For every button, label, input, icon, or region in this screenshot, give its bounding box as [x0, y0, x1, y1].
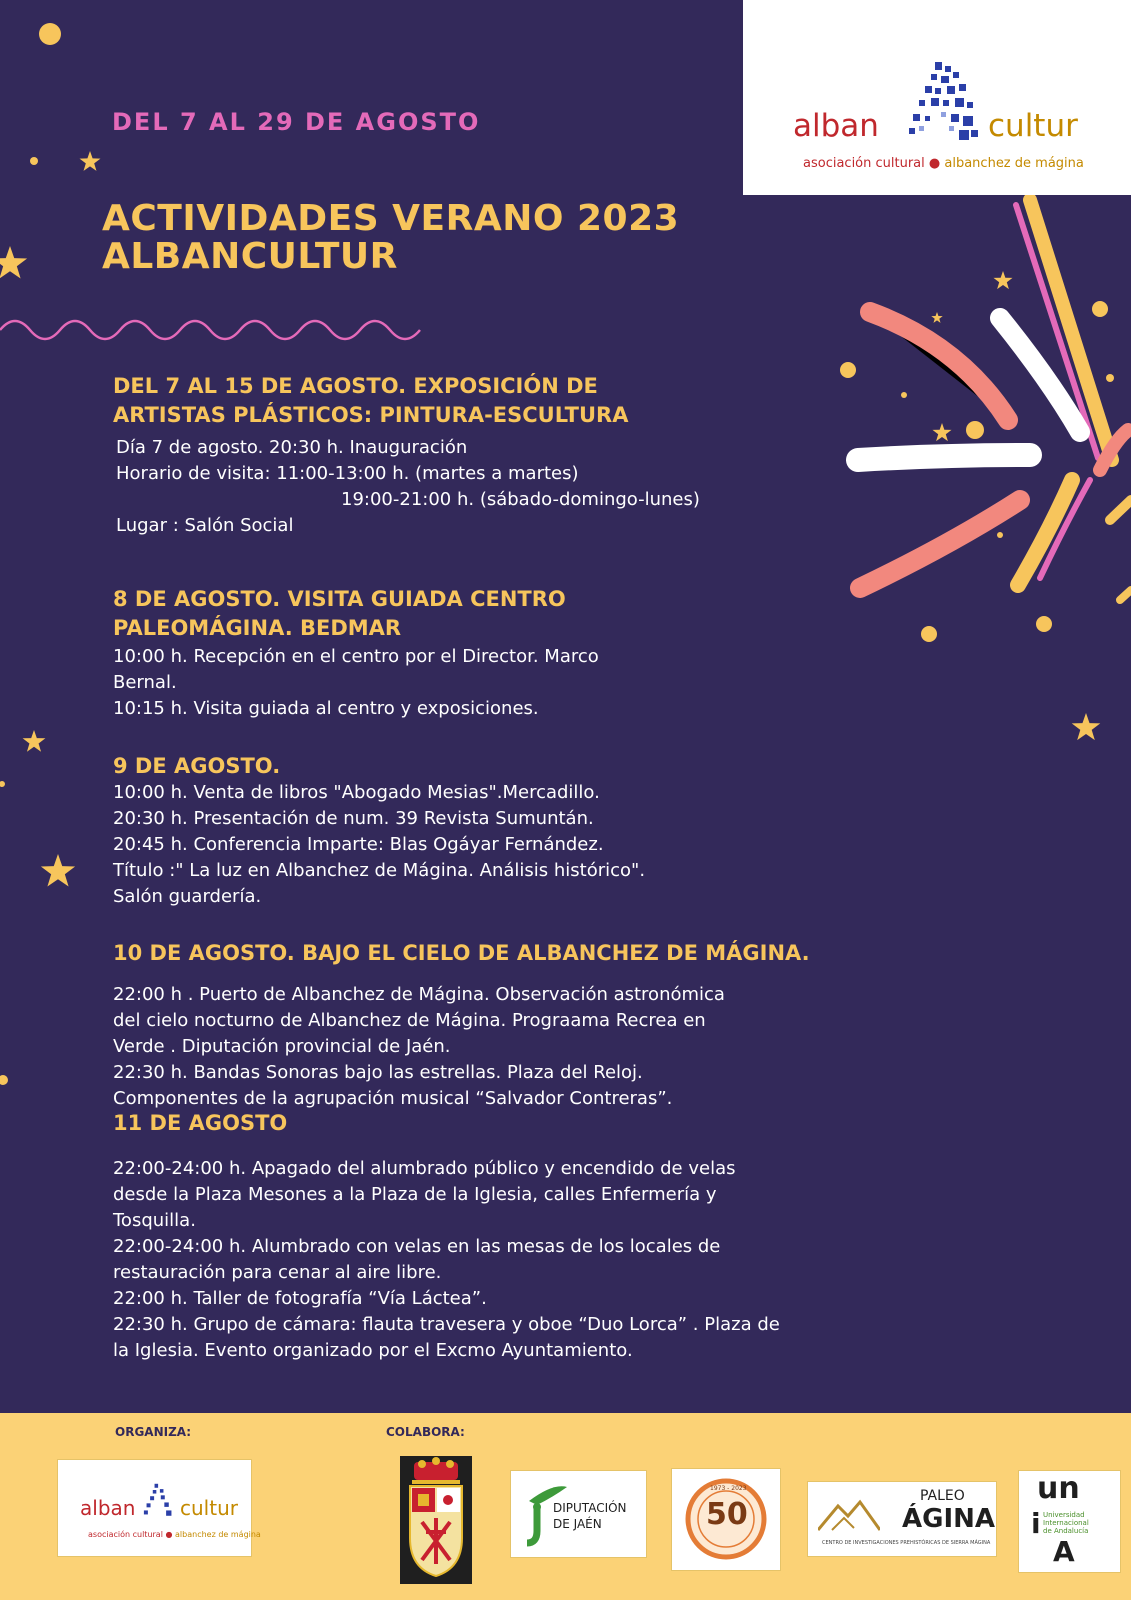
logo-subtitle-left: asociación cultural: [803, 156, 925, 171]
organizer-logo-subtitle: asociación cultural ● albanchez de mágina: [88, 1530, 261, 1539]
section-1-line: 19:00-21:00 h. (sábado-domingo-lunes): [341, 489, 700, 510]
unia-logo: [1018, 1470, 1121, 1573]
section-5-line: 22:00-24:00 h. Alumbrado con velas en las mesas de los locales de: [113, 1236, 721, 1257]
section-1-line: Lugar : Salón Social: [116, 515, 294, 536]
agina-word: ÁGINA: [902, 1504, 996, 1534]
organizer-logo-left: alban: [80, 1496, 136, 1520]
anniversary-logo: [671, 1468, 781, 1571]
section-4-line: 22:00 h . Puerto de Albanchez de Mágina. Observación astronómica: [113, 984, 725, 1005]
unia-un: un: [1037, 1471, 1080, 1506]
castle-logo-icon: [905, 58, 985, 148]
paleo-word: PALEO: [920, 1488, 965, 1504]
unia-name: [1043, 1511, 1089, 1535]
section-3-line: 20:30 h. Presentación de num. 39 Revista Sumuntán.: [113, 808, 594, 829]
section-2-line: Bernal.: [113, 672, 177, 693]
unia-line: Internacional: [1043, 1519, 1089, 1527]
coat-of-arms-icon: [400, 1456, 472, 1584]
anniversary-years: 1973 - 2023: [710, 1485, 747, 1492]
section-title-line: 10 DE AGOSTO. BAJO EL CIELO DE ALBANCHEZ DE MÁGINA.: [113, 941, 810, 965]
section-3-line: Título :" La luz en Albanchez de Mágina. Análisis histórico".: [113, 860, 646, 881]
title-line-2: ALBANCULTUR: [102, 236, 398, 277]
unia-i: i: [1031, 1507, 1041, 1540]
unia-a: A: [1053, 1535, 1075, 1568]
albancultur-logo: [743, 0, 1131, 195]
wavy-line-icon: [0, 321, 420, 339]
organizer-logo-sub-right: albanchez de mágina: [175, 1530, 261, 1539]
logo-subtitle: asociación cultural ● albanchez de mágina: [803, 156, 1084, 171]
organizer-logo: [57, 1459, 261, 1557]
anniversary-number: 50: [706, 1497, 748, 1532]
paleo-subtitle: CENTRO DE INVESTIGACIONES PREHISTÓRICAS DE SIERRA MÁGINA: [822, 1540, 991, 1546]
logo-word-right: cultur: [988, 108, 1078, 144]
section-5-line: Tosquilla.: [113, 1210, 196, 1231]
paleomagina-logo: [807, 1481, 997, 1557]
section-3-line: Salón guardería.: [113, 886, 262, 907]
section-3-line: 10:00 h. Venta de libros "Abogado Mesias".Mercadillo.: [113, 782, 600, 803]
firework-burst-icon: [858, 200, 1131, 600]
section-2-line: 10:00 h. Recepción en el centro por el Director. Marco: [113, 646, 599, 667]
diputacion-line-1: DIPUTACIÓN: [553, 1501, 627, 1515]
date-range: DEL 7 AL 29 DE AGOSTO: [112, 108, 481, 136]
section-5-line: 22:00-24:00 h. Apagado del alumbrado público y encendido de velas: [113, 1158, 736, 1179]
section-5-title: [113, 1109, 287, 1138]
section-4-title: [113, 939, 810, 968]
sponsors-footer: [0, 1413, 1131, 1600]
section-5-line: la Iglesia. Evento organizado por el Excmo Ayuntamiento.: [113, 1340, 633, 1361]
section-4-line: 22:30 h. Bandas Sonoras bajo las estrellas. Plaza del Reloj.: [113, 1062, 643, 1083]
section-title-line: 8 DE AGOSTO. VISITA GUIADA CENTRO: [113, 587, 566, 611]
section-2-line: 10:15 h. Visita guiada al centro y exposiciones.: [113, 698, 539, 719]
section-5-line: restauración para cenar al aire libre.: [113, 1262, 442, 1283]
page-title: [102, 200, 679, 276]
unia-line: de Andalucía: [1043, 1527, 1089, 1535]
section-5-line: 22:00 h. Taller de fotografía “Vía Láctea”.: [113, 1288, 487, 1309]
organizer-logo-right: cultur: [180, 1496, 238, 1520]
section-3-line: 20:45 h. Conferencia Imparte: Blas Ogáyar Fernández.: [113, 834, 604, 855]
section-1-line: Horario de visita: 11:00-13:00 h. (martes a martes): [116, 463, 579, 484]
mountain-icon: [818, 1498, 880, 1534]
section-title-line: ARTISTAS PLÁSTICOS: PINTURA-ESCULTURA: [113, 403, 629, 427]
section-4-line: Componentes de la agrupación musical “Salvador Contreras”.: [113, 1088, 673, 1109]
section-title-line: DEL 7 AL 15 DE AGOSTO. EXPOSICIÓN DE: [113, 374, 598, 398]
title-line-1: ACTIVIDADES VERANO 2023: [102, 198, 680, 239]
section-5-line: desde la Plaza Mesones a la Plaza de la Iglesia, calles Enfermería y: [113, 1184, 717, 1205]
section-4-line: del cielo nocturno de Albanchez de Mágina. Prograama Recrea en: [113, 1010, 706, 1031]
section-title-line: 9 DE AGOSTO.: [113, 754, 281, 778]
section-1-line: Día 7 de agosto. 20:30 h. Inauguración: [116, 437, 468, 458]
section-5-line: 22:30 h. Grupo de cámara: flauta travesera y oboe “Duo Lorca” . Plaza de: [113, 1314, 780, 1335]
diputacion-jaen-logo: [510, 1470, 647, 1558]
logo-subtitle-right: albanchez de mágina: [944, 156, 1084, 171]
section-1-title: [113, 372, 628, 430]
section-title-line: PALEOMÁGINA. BEDMAR: [113, 616, 402, 640]
organiza-label: ORGANIZA:: [115, 1425, 192, 1439]
section-4-line: Verde . Diputación provincial de Jaén.: [113, 1036, 451, 1057]
logo-word-left: alban: [793, 108, 879, 144]
coat-of-arms-logo: [400, 1456, 472, 1584]
diputacion-line-2: DE JAÉN: [553, 1517, 602, 1531]
section-2-title: [113, 585, 566, 643]
castle-logo-icon: [141, 1482, 177, 1522]
leaf-icon: [523, 1483, 569, 1547]
colabora-label: COLABORA:: [386, 1425, 465, 1439]
section-3-title: [113, 752, 280, 781]
organizer-logo-sub-left: asociación cultural: [88, 1530, 163, 1539]
unia-line: Universidad: [1043, 1511, 1085, 1519]
section-title-line: 11 DE AGOSTO: [113, 1111, 288, 1135]
